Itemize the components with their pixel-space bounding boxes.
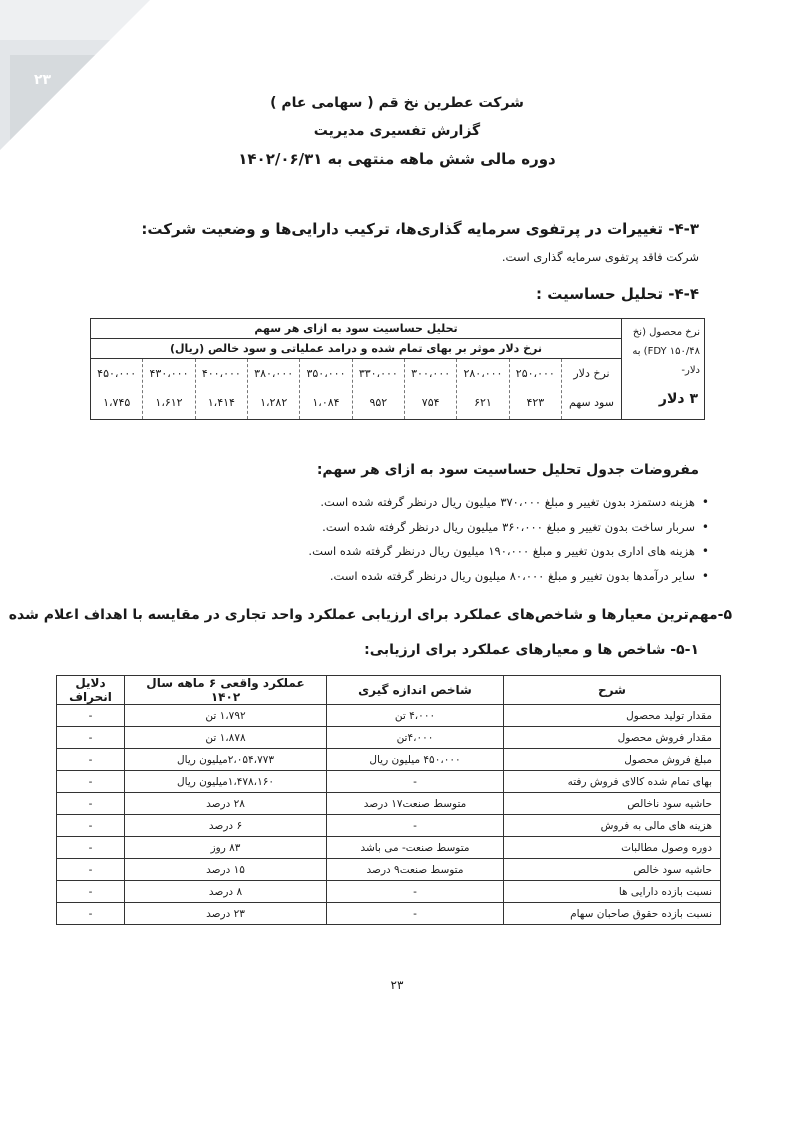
table-row	[57, 793, 721, 815]
cell-actual: ۱،۸۷۸ تن	[125, 727, 327, 749]
cell-deviation: -	[57, 815, 125, 837]
cell-deviation: -	[57, 859, 125, 881]
sensitivity-subtitle-row: نرخ دلار موثر بر بهای تمام شده و درامد عملیاتی و سود خالص (ریال)	[91, 339, 621, 359]
cell-description: مقدار فروش محصول	[504, 727, 721, 749]
col-header-measure: شاخص اندازه گیری	[327, 676, 504, 705]
cell-description: هزینه های مالی به فروش	[504, 815, 721, 837]
cell-deviation: -	[57, 771, 125, 793]
cell-description: مبلغ فروش محصول	[504, 749, 721, 771]
col-header-description: شرح	[504, 676, 721, 705]
product-rate-value: ۳ دلار	[658, 391, 698, 407]
table-row	[57, 771, 721, 793]
rate-cell: ۴۳۰،۰۰۰	[149, 367, 189, 380]
cell-measure: -	[327, 771, 504, 793]
table-row	[57, 815, 721, 837]
table-row	[57, 727, 721, 749]
bullet-icon: •	[701, 519, 709, 534]
assumptions-list	[308, 490, 709, 588]
cell-actual: ۱،۷۹۲ تن	[125, 705, 327, 727]
cell-measure: متوسط صنعت- می باشد	[327, 837, 504, 859]
table-header-row	[57, 676, 721, 705]
bullet-icon: •	[701, 568, 709, 583]
cell-actual: ۲۳ درصد	[125, 903, 327, 925]
eps-cell: ۱،۷۴۵	[103, 396, 131, 409]
eps-label: سود سهم	[569, 396, 614, 409]
cell-description: بهای تمام شده کالای فروش رفته	[504, 771, 721, 793]
cell-deviation: -	[57, 881, 125, 903]
rate-cell: ۳۸۰،۰۰۰	[254, 367, 294, 380]
col-header-actual: عملکرد واقعی ۶ ماهه سال ۱۴۰۲	[125, 676, 327, 705]
eps-cell: ۶۲۱	[474, 396, 492, 409]
bullet-icon: •	[701, 544, 709, 558]
sensitivity-grid	[91, 359, 621, 419]
cell-deviation: -	[57, 749, 125, 771]
cell-deviation: -	[57, 903, 125, 925]
rate-cell: ۳۵۰،۰۰۰	[306, 367, 346, 380]
sensitivity-col	[456, 359, 508, 419]
cell-measure: متوسط صنعت۱۷ درصد	[327, 793, 504, 815]
corner-page-number: ۲۳	[34, 72, 52, 88]
sensitivity-col	[299, 359, 351, 419]
assumption-text: هزینه دستمزد بدون تغییر و مبلغ ۳۷۰،۰۰۰ میلیون ریال درنظر گرفته شده است.	[320, 495, 695, 509]
table-row	[57, 749, 721, 771]
sensitivity-label-col	[561, 359, 621, 419]
assumption-item	[308, 564, 709, 589]
section-5-title: ۵-مهم‌ترین معیارها و شاخص‌های عملکرد برای ارزیابی عملکرد واحد تجاری در مقایسه با اهداف اعلام شده	[8, 607, 732, 623]
rate-cell: ۳۳۰،۰۰۰	[358, 367, 398, 380]
rate-cell: ۳۰۰،۰۰۰	[411, 367, 451, 380]
assumption-item	[308, 490, 709, 515]
sensitivity-col	[404, 359, 456, 419]
table-row	[57, 837, 721, 859]
cell-deviation: -	[57, 705, 125, 727]
cell-measure: ۴،۰۰۰ تن	[327, 705, 504, 727]
eps-cell: ۴۲۳	[526, 396, 545, 409]
assumption-text: سایر درآمدها بدون تغییر و مبلغ ۸۰،۰۰۰ میلیون ریال درنظر گرفته شده است.	[329, 568, 695, 583]
cell-measure: متوسط صنعت۹ درصد	[327, 859, 504, 881]
cell-actual: ۸۳ روز	[125, 837, 327, 859]
bullet-icon: •	[701, 495, 709, 509]
sensitivity-col	[142, 359, 194, 419]
cell-deviation: -	[57, 793, 125, 815]
sensitivity-product-cell	[621, 319, 704, 419]
rate-cell: ۴۰۰،۰۰۰	[201, 367, 241, 380]
cell-description: دوره وصول مطالبات	[504, 837, 721, 859]
cell-measure: ۴۵۰،۰۰۰ میلیون ریال	[327, 749, 504, 771]
section-5-1-title: ۵-۱- شاخص ها و معیارهای عملکرد برای ارزیابی:	[364, 642, 699, 658]
cell-measure: -	[327, 815, 504, 837]
section-4-3-title: ۴-۳- تغییرات در پرتفوی سرمایه گذاری‌ها، ترکیب دارایی‌ها و وضعیت شرکت:	[141, 220, 699, 238]
assumption-item	[308, 515, 709, 540]
eps-cell: ۹۵۲	[369, 396, 388, 409]
sensitivity-col	[91, 359, 142, 419]
sensitivity-title-row: تحلیل حساسیت سود به ازای هر سهم	[91, 319, 621, 339]
assumption-text: سربار ساخت بدون تغییر و مبلغ ۳۶۰،۰۰۰ میلیون ریال درنظر گرفته شده است.	[322, 519, 695, 534]
cell-description: مقدار تولید محصول	[504, 705, 721, 727]
report-title: گزارش تفسیری مدیریت	[313, 123, 481, 139]
footer-page-number: ۲۳	[390, 978, 404, 992]
cell-measure: -	[327, 903, 504, 925]
sensitivity-col	[509, 359, 561, 419]
table-row	[57, 903, 721, 925]
assumption-item	[308, 539, 709, 564]
cell-actual: ۲۸ درصد	[125, 793, 327, 815]
eps-cell: ۱،۶۱۲	[155, 396, 183, 409]
table-row	[57, 705, 721, 727]
section-4-4-title: ۴-۴- تحلیل حساسیت :	[536, 285, 699, 303]
dollar-rate-label: نرخ دلار	[573, 367, 610, 380]
sensitivity-table	[90, 318, 705, 420]
cell-description: نسبت بازده حقوق صاحبان سهام	[504, 903, 721, 925]
rate-cell: ۴۵۰،۰۰۰	[97, 367, 137, 380]
assumption-text: هزینه های اداری بدون تغییر و مبلغ ۱۹۰،۰۰۰ میلیون ریال درنظر گرفته شده است.	[308, 544, 695, 558]
cell-description: نسبت بازده دارایی ها	[504, 881, 721, 903]
sensitivity-col	[247, 359, 299, 419]
period-title: دوره مالی شش ماهه منتهی به ۱۴۰۲/۰۶/۳۱	[238, 150, 556, 168]
col-header-deviation: دلایل انحراف	[57, 676, 125, 705]
table-row	[57, 881, 721, 903]
rate-cell: ۲۵۰،۰۰۰	[515, 367, 555, 380]
cell-actual: ۶ درصد	[125, 815, 327, 837]
cell-description: حاشیه سود ناخالص	[504, 793, 721, 815]
eps-cell: ۱،۴۱۴	[207, 396, 235, 409]
cell-actual: ۲،۰۵۴،۷۷۳میلیون ریال	[125, 749, 327, 771]
assumptions-title: مفروضات جدول تحلیل حساسیت سود به ازای هر سهم:	[316, 462, 699, 478]
table-row	[57, 859, 721, 881]
section-4-3-text: شرکت فاقد پرتفوی سرمایه گذاری است.	[501, 250, 699, 264]
cell-actual: ۱۵ درصد	[125, 859, 327, 881]
eps-cell: ۱،۰۸۴	[312, 396, 340, 409]
rate-cell: ۲۸۰،۰۰۰	[463, 367, 503, 380]
cell-description: حاشیه سود خالص	[504, 859, 721, 881]
eps-cell: ۷۵۴	[421, 396, 440, 409]
cell-actual: ۸ درصد	[125, 881, 327, 903]
performance-table	[56, 675, 721, 925]
cell-measure: -	[327, 881, 504, 903]
cell-measure: ۴،۰۰۰تن	[327, 727, 504, 749]
company-title: شرکت عطرین نخ قم ( سهامی عام )	[270, 95, 524, 111]
sensitivity-col	[195, 359, 247, 419]
cell-actual: ۱،۴۷۸،۱۶۰میلیون ریال	[125, 771, 327, 793]
sensitivity-col	[352, 359, 404, 419]
eps-cell: ۱،۲۸۲	[260, 396, 288, 409]
product-rate-label: نرخ محصول (نخ FDY ۱۵۰/۴۸) به دلار-	[632, 327, 700, 376]
cell-deviation: -	[57, 837, 125, 859]
cell-deviation: -	[57, 727, 125, 749]
